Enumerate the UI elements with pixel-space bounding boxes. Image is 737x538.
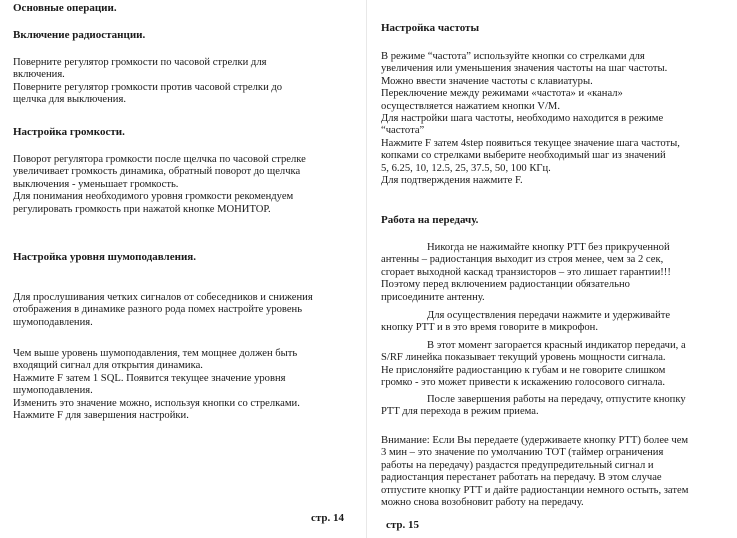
text-transmit-release: После завершения работы на передачу, отпустите кнопку PTT для перехода в режим приема. [381,394,686,418]
text-power-on: Поверните регулятор громкости по часовой стрелки для включения. Поверните регулятор громкости против часовой стрелки до щелчка для выключения. [13,57,283,106]
heading-squelch: Настройка уровня шумоподавления. [13,251,196,263]
text-squelch-steps: Чем выше уровень шумоподавления, тем мощнее должен быть входящий сигнал для открытия динамика. Нажмите F затем 1 SQL. Появится текущее значение уровня шумоподавления. Изменить это значение можно, используя кнопки со стрелками. Нажмите F для завершения настройки. [13,348,300,422]
page-left [13,0,353,538]
heading-volume: Настройка громкости. [13,126,125,138]
text-transmit-warning: Внимание: Если Вы передаете (удерживаете кнопку PTT) более чем 3 мин – это значение по умолчанию TOT (таймер ограничения работы на передачу) раздастся предупредительный сигнал и радиостанция перестанет работать на передачу. В этом случае отпустите кнопку PTT и дайте радиостанции немного остыть, затем можно снова возобновит работу на передачу. [381,435,689,509]
heading-power-on: Включение радиостанции. [13,29,146,41]
column-divider [366,0,367,538]
text-squelch-intro: Для прослушивания четких сигналов от собеседников и снижения отображения в динамике разного рода помех настройте уровень шумоподавления. [13,292,313,328]
page-right [381,0,733,538]
section-title: Основные операции. [13,2,117,14]
text-frequency: В режиме “частота” используйте кнопки со стрелками для увеличения или уменьшения значения частоты на шаг частоты. Можно ввести значение частоты с клавиатуры. Переключение между режимами «частота» и «канал» осуществляется нажатием кнопки V/M. Для настройки шага частоты, необходимо находится в режиме “частота” Нажмите F затем 4step появиться текущее значение шага частоты, копками со стрелками выберите необходимый шаг из значений 5, 6.25, 10, 12.5, 25, 37.5, 50, 100 КГц. Для подтверждения нажмите F. [381,51,680,187]
heading-frequency: Настройка частоты [381,22,480,34]
text-transmit-indicator: В этот момент загорается красный индикатор передачи, а S/RF линейка показывает текущий уровень мощности сигнала. Не прислоняйте радиостанцию к губам и не говорите слишком громко - это может привести к искажению голосового сигнала. [381,340,686,389]
heading-transmit: Работа на передачу. [381,214,479,226]
page-number-right: стр. 15 [386,519,420,531]
text-transmit-antenna: Никогда не нажимайте кнопку PTT без прикрученной антенны – радиостанция выходит из строя менее, чем за 2 сек, сгорает выходной каскад транзисторов – это лишает гарантии!!! Поэтому перед включением радиостанции обязательно присоедините антенну. [381,242,671,303]
text-volume: Поворот регулятора громкости после щелчка по часовой стрелке увеличивает громкость динамика, обратный поворот до щелчка выключения - уменьшает громкость. Для понимания необходимого уровня громкости рекомендуем регулировать громкость при нажатой кнопке МОНИТОР. [13,154,306,215]
text-transmit-ptt: Для осуществления передачи нажмите и удерживайте кнопку PTT и в это время говорите в микрофон. [381,310,671,334]
page-number-left: стр. 14 [311,512,345,524]
